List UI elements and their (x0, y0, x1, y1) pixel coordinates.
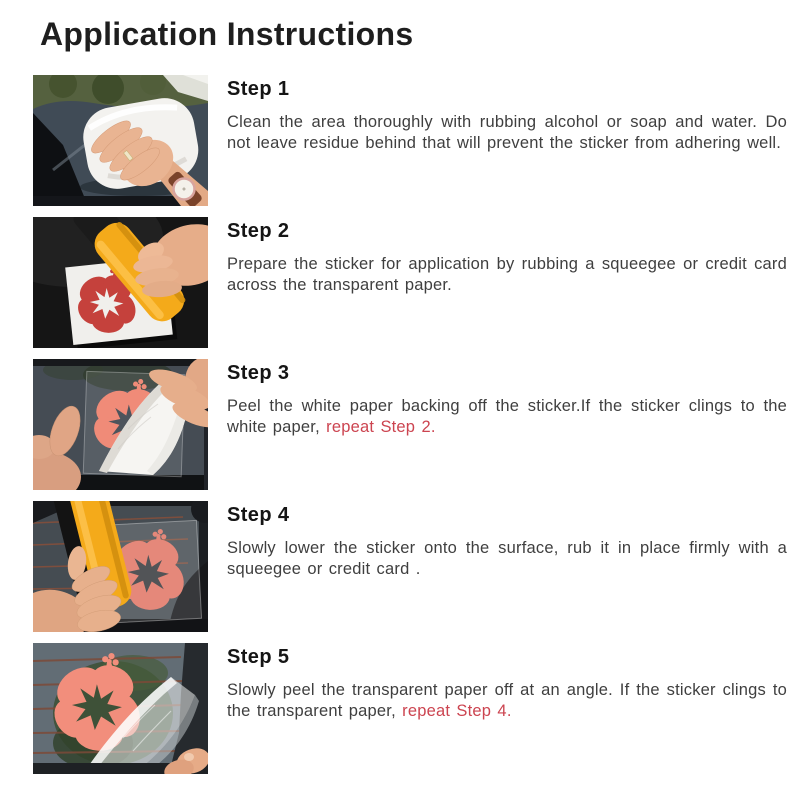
step-1-row (33, 75, 800, 206)
step-5-photo-peeling-transfer-paper (33, 643, 208, 774)
step-2-photo-squeegee-on-paper (33, 217, 208, 348)
page-title: Application Instructions (40, 16, 414, 52)
step-body (227, 396, 787, 437)
step-heading: Step 2 (227, 220, 290, 242)
step-body-text: Peel the white paper backing off the sticker.If the sticker clings to the white paper, (227, 397, 787, 436)
step-3-row (33, 359, 800, 490)
step-2-row (33, 217, 800, 348)
step-body-text: Slowly lower the sticker onto the surface, rub it in place firmly with a squeegee or credit card . (227, 539, 787, 578)
step-body-red-text: repeat Step 2. (326, 417, 436, 436)
step-heading: Step 3 (227, 362, 290, 384)
step-heading: Step 5 (227, 646, 290, 668)
step-body (227, 538, 787, 579)
step-heading: Step 4 (227, 504, 290, 526)
step-body-text: Slowly peel the transparent paper off at an angle. If the sticker clings to the transparent paper, (227, 681, 787, 720)
step-body (227, 112, 787, 153)
step-body (227, 680, 787, 721)
step-4-photo-squeegee-on-window (33, 501, 208, 632)
step-3-photo-peeling-backing (33, 359, 208, 490)
window-frame-top (33, 359, 208, 366)
step-body-text: Clean the area thoroughly with rubbing alcohol or soap and water. Do not leave residue behind that will prevent the sticker from adhering well. (227, 113, 787, 152)
step-heading: Step 1 (227, 78, 290, 100)
step-body-text: Prepare the sticker for application by rubbing a squeegee or credit card across the transparent paper. (227, 255, 787, 294)
step-5-row (33, 643, 800, 774)
step-body (227, 254, 787, 295)
step-1-photo-hand-wiping-window (33, 75, 208, 206)
step-body-red-text: repeat Step 4. (402, 701, 512, 720)
step-4-row (33, 501, 800, 632)
